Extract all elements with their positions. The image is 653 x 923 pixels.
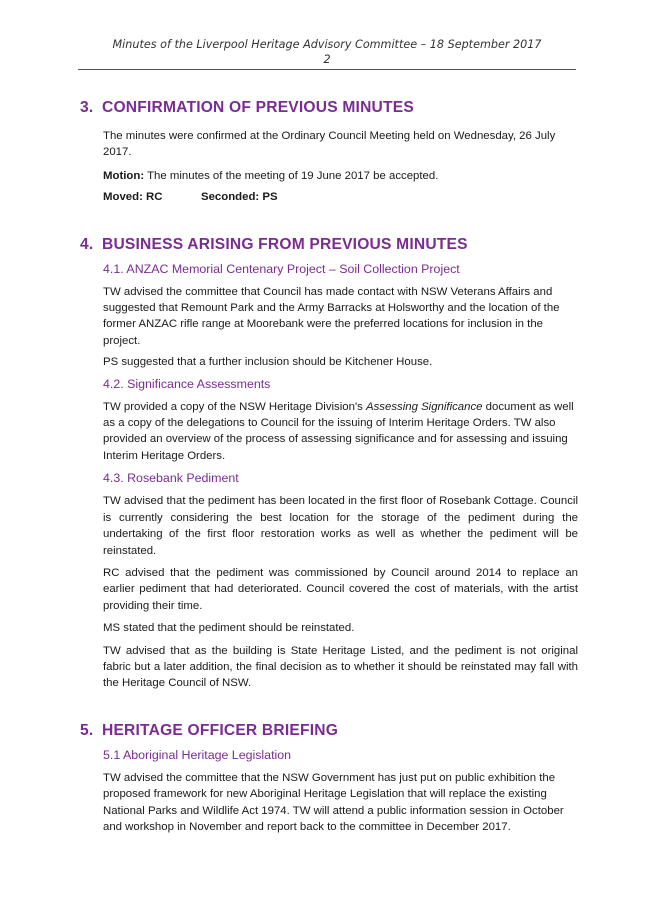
moved-seconded-line (80, 189, 578, 205)
document-title-emphasis: Assessing Significance (366, 400, 483, 413)
subsection-4-3-paragraph-1: TW advised that the pediment has been located in the first floor of Rosebank Cottage. Council is currently considering the best location for the storage of the pediment during the undertaking of the first floor restoration works as well as whether the pediment will be reinstated. (103, 495, 578, 557)
subsection-4-2-text-b: document as well as a copy of the delegations to Council for the issuing of Interim Heritage Orders. TW also provided an overview of the process of assessing significance and for assessing and issuing Interim Heritage Orders. (103, 400, 574, 462)
subsection-4-3-paragraph-4: TW advised that as the building is State Heritage Listed, and the pediment is not original fabric but a later addition, the final decision as to whether it should be reinstated may fall with the Heritage Council of NSW. (103, 644, 578, 690)
section-4-heading (80, 235, 578, 255)
section-4-title: BUSINESS ARISING FROM PREVIOUS MINUTES (102, 235, 468, 253)
motion-text: The minutes of the meeting of 19 June 2017 be accepted. (144, 169, 439, 182)
section-3-heading (80, 98, 578, 118)
section-5-number: 5. (80, 721, 94, 739)
subsection-4-1-paragraph-2: PS suggested that a further inclusion should be Kitchener House. (103, 356, 433, 369)
header-title: Minutes of the Liverpool Heritage Advisory Committee – 18 September 2017 (112, 38, 542, 51)
section-3-title: CONFIRMATION OF PREVIOUS MINUTES (102, 99, 414, 116)
section-4-number: 4. (80, 235, 94, 253)
subsection-4-1-heading: 4.1. ANZAC Memorial Centenary Project – Soil Collection Project (103, 261, 460, 276)
page-header (78, 37, 576, 67)
document-body (80, 95, 578, 835)
subsection-4-2-heading: 4.2. Significance Assessments (103, 376, 271, 391)
subsection-4-3-paragraph-2: RC advised that the pediment was commissioned by Council around 2014 to replace an earlier pediment that had deteriorated. Council covered the cost of materials, with the artist providing their time. (103, 566, 578, 612)
header-rule (78, 69, 576, 70)
subsection-4-3-heading: 4.3. Rosebank Pediment (103, 471, 239, 486)
subsection-5-1-heading: 5.1 Aboriginal Heritage Legislation (103, 747, 292, 762)
page-number: 2 (323, 53, 331, 66)
section-3-paragraph: The minutes were confirmed at the Ordinary Council Meeting held on Wednesday, 26 July 2017. (103, 130, 556, 159)
motion-line (80, 168, 578, 184)
seconded-by: Seconded: PS (201, 191, 278, 204)
motion-label: Motion: (103, 169, 145, 182)
subsection-4-2-paragraph (80, 399, 578, 465)
subsection-5-1-paragraph: TW advised the committee that the NSW Government has just put on public exhibition the proposed framework for new Aboriginal Heritage Legislation that will replace the existing National Parks and Wildlife Act 1974. TW will attend a public information session in October and workshop in November and report back to the committee in December 2017. (103, 771, 564, 833)
moved-by: Moved: RC (103, 191, 163, 204)
section-3-number: 3. (80, 99, 94, 116)
section-5-heading (80, 721, 578, 741)
subsection-4-1-paragraph-1: TW advised the committee that Council has made contact with NSW Veterans Affairs and suggested that Remount Park and the Army Barracks at Holsworthy and the location of the former ANZAC rifle range at Moorebank were the preferred locations for inclusion in the project. (103, 285, 560, 347)
subsection-4-2-text-a: TW provided a copy of the NSW Heritage Division's (103, 400, 366, 413)
subsection-4-3-paragraph-3: MS stated that the pediment should be reinstated. (103, 622, 355, 635)
section-5-title: HERITAGE OFFICER BRIEFING (102, 721, 339, 739)
